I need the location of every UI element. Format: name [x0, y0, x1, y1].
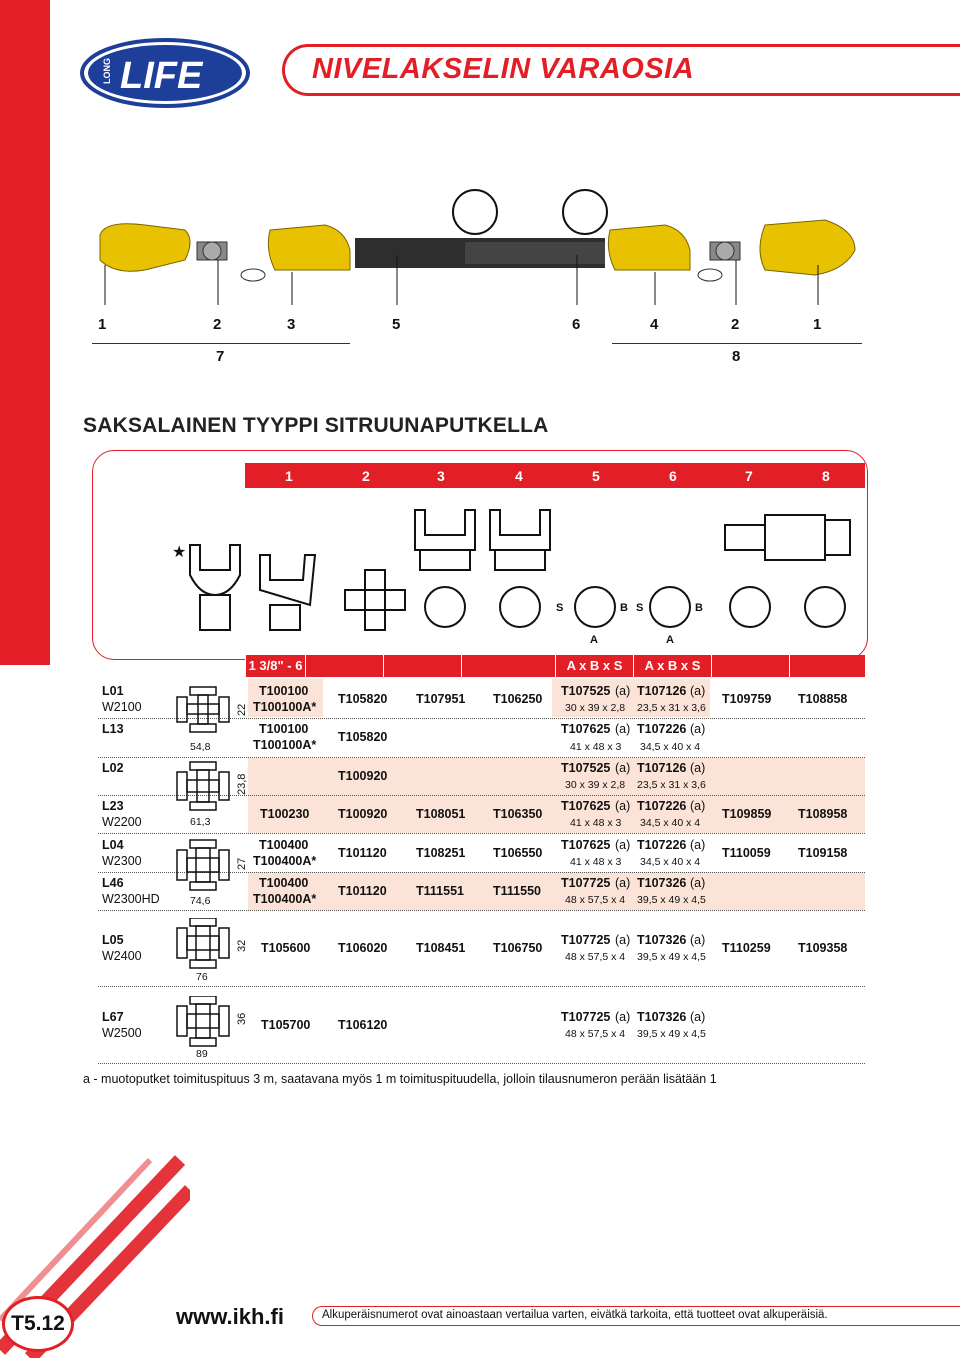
cell-c5-dims: 48 x 57,5 x 4 [565, 894, 626, 906]
star-symbol: ★ [172, 544, 187, 561]
cell-c6-dims: 39,5 x 49 x 4,5 [637, 894, 706, 906]
cross-width-74-6: 74,6 [190, 895, 211, 907]
cell-c6-dims: 23,5 x 31 x 3,6 [637, 779, 706, 791]
cross-width-76: 76 [196, 971, 208, 983]
callout-2: 2 [213, 316, 222, 333]
subhead-col5: A x B x S [555, 655, 633, 677]
parts-drawings [165, 495, 865, 660]
cross-height-32: 32 [236, 939, 248, 952]
cell-c6-dims: 23,5 x 31 x 3,6 [637, 702, 706, 714]
row-type: L13 [102, 722, 124, 736]
cell-c5-dims: 48 x 57,5 x 4 [565, 1028, 626, 1040]
dimension-7: 7 [216, 348, 225, 365]
cell-c3: T108451 [416, 941, 466, 955]
cell-c1a: T105600 [261, 941, 311, 955]
label-s-1: S [556, 602, 564, 614]
cell-c5: T107525 [561, 761, 611, 775]
page-number: T5.12 [2, 1296, 74, 1352]
row-type: L01 [102, 684, 124, 698]
dimension-line-8 [612, 343, 862, 344]
cell-c1a: T100400 [259, 838, 309, 852]
subhead-col6: A x B x S [633, 655, 711, 677]
row-type: L67 [102, 1010, 124, 1024]
cell-c1a: T100100 [259, 722, 309, 736]
dimension-8: 8 [732, 348, 741, 365]
cell-c4: T106750 [493, 941, 543, 955]
cell-c7: T109759 [722, 692, 772, 706]
col-4: 4 [515, 467, 523, 484]
cell-c6: T107226 [637, 799, 687, 813]
cross-diagram-27 [172, 838, 234, 898]
driveshaft-illustration [85, 180, 875, 370]
callout-4: 4 [650, 316, 659, 333]
cell-c3: T108251 [416, 846, 466, 860]
cell-c6: T107226 [637, 838, 687, 852]
cell-c5: T107625 [561, 722, 611, 736]
dimension-line-7 [92, 343, 350, 344]
cell-c3: T108051 [416, 807, 466, 821]
col-3: 3 [437, 467, 445, 484]
cross-height-23-8: 23,8 [236, 773, 248, 795]
cell-c6-dims: 34,5 x 40 x 4 [640, 741, 701, 753]
cross-diagram-32 [172, 918, 234, 972]
cell-c7: T110259 [722, 941, 771, 955]
callout-3: 3 [287, 316, 296, 333]
col-1: 1 [285, 467, 293, 484]
cell-c6-dims: 39,5 x 49 x 4,5 [637, 951, 706, 963]
cell-c2: T106020 [338, 941, 388, 955]
row-type: L04 [102, 838, 124, 852]
row-model: W2400 [102, 949, 142, 963]
row-type: L02 [102, 761, 124, 775]
cell-c5: T107625 [561, 799, 611, 813]
cell-c5-dims: 41 x 48 x 3 [570, 817, 622, 829]
callout-1: 1 [98, 316, 107, 333]
svg-text:LONG: LONG [102, 58, 112, 84]
cross-width-54-8: 54,8 [190, 741, 211, 753]
cell-c1b: T100400A* [253, 892, 317, 906]
cell-c2: T105820 [338, 730, 388, 744]
cell-c5-dims: 41 x 48 x 3 [570, 741, 622, 753]
cell-c5-dims: 30 x 39 x 2,8 [565, 779, 626, 791]
cell-c8: T108958 [798, 807, 848, 821]
cross-diagram-23-8 [172, 760, 234, 820]
page-title: NIVELAKSELIN VARAOSIA [312, 53, 695, 85]
red-side-bar [0, 0, 50, 665]
subhead-col1: 1 3/8" - 6 [245, 655, 305, 677]
svg-text:LIFE: LIFE [120, 55, 203, 97]
cell-c6: T107326 [637, 933, 687, 947]
cell-c7: T110059 [722, 846, 771, 860]
cell-c2: T100920 [338, 807, 388, 821]
disclaimer-text: Alkuperäisnumerot ovat ainoastaan vertailua varten, eivätkä tarkoita, että tuotteet ovat alkuperäisiä. [322, 1309, 828, 1321]
col-2: 2 [362, 467, 370, 484]
cell-c2: T105820 [338, 692, 388, 706]
cell-c2: T101120 [338, 846, 387, 860]
cell-c6: T107226 [637, 722, 687, 736]
cell-c5: T107725 [561, 1010, 611, 1024]
row-type: L23 [102, 799, 124, 813]
callout-6: 6 [572, 316, 581, 333]
cell-c4: T106350 [493, 807, 543, 821]
cell-c6-dims: 34,5 x 40 x 4 [640, 856, 701, 868]
cell-c5: T107525 [561, 684, 611, 698]
cell-c5-dims: 30 x 39 x 2,8 [565, 702, 626, 714]
label-b-1: B [620, 602, 628, 614]
cell-c2: T106120 [338, 1018, 388, 1032]
col-6: 6 [669, 467, 677, 484]
cell-c6: T107126 [637, 761, 687, 775]
cell-c4: T106550 [493, 846, 543, 860]
cell-c5-dims: 48 x 57,5 x 4 [565, 951, 626, 963]
cross-height-27: 27 [236, 857, 248, 870]
row-type: L05 [102, 933, 124, 947]
cell-c8: T109158 [798, 846, 848, 860]
callout-1b: 1 [813, 316, 822, 333]
subheader-bar [245, 655, 865, 677]
col-5: 5 [592, 467, 600, 484]
longlife-logo [80, 38, 250, 108]
cell-c1a: T100400 [259, 876, 309, 890]
callout-5: 5 [392, 316, 401, 333]
section-title: SAKSALAINEN TYYPPI SITRUUNAPUTKELLA [83, 414, 549, 437]
row-model: W2300HD [102, 892, 160, 906]
label-s-2: S [636, 602, 644, 614]
label-b-2: B [695, 602, 703, 614]
callout-2b: 2 [731, 316, 740, 333]
cross-height-22: 22 [236, 703, 248, 716]
row-model: W2100 [102, 700, 142, 714]
row-model: W2300 [102, 854, 142, 868]
cell-c4: T106250 [493, 692, 543, 706]
col-8: 8 [822, 467, 830, 484]
cell-c1a: T105700 [261, 1018, 311, 1032]
cell-c8: T109358 [798, 941, 848, 955]
cross-diagram-36 [172, 996, 234, 1050]
cell-c6-dims: 39,5 x 49 x 4,5 [637, 1028, 706, 1040]
cell-c8: T108858 [798, 692, 848, 706]
cell-c7: T109859 [722, 807, 772, 821]
footnote: a - muotoputket toimituspituus 3 m, saatavana myös 1 m toimituspituudella, jolloin tilausnumeron perään lisätään 1 [83, 1072, 717, 1086]
cell-c5-dims: 41 x 48 x 3 [570, 856, 622, 868]
cell-c3: T107951 [416, 692, 466, 706]
cell-c6: T107126 [637, 684, 687, 698]
website-link[interactable]: www.ikh.fi [176, 1304, 284, 1329]
cell-c1b: T100100A* [253, 738, 317, 752]
label-a-1: A [590, 634, 598, 646]
row-type: L46 [102, 876, 124, 890]
cell-c5: T107725 [561, 933, 611, 947]
cross-width-61-3: 61,3 [190, 816, 211, 828]
cell-c2: T101120 [338, 884, 387, 898]
cell-c1b: T100400A* [253, 854, 317, 868]
cross-width-89: 89 [196, 1048, 208, 1060]
cell-c5: T107725 [561, 876, 611, 890]
cell-c1b: T100100A* [253, 700, 317, 714]
cell-c6: T107326 [637, 876, 687, 890]
cell-c4: T111550 [493, 884, 541, 898]
row-model: W2500 [102, 1026, 142, 1040]
row-model: W2200 [102, 815, 142, 829]
cell-c6-dims: 34,5 x 40 x 4 [640, 817, 701, 829]
cell-c6: T107326 [637, 1010, 687, 1024]
cell-c5: T107625 [561, 838, 611, 852]
column-header-bar [245, 463, 865, 488]
col-7: 7 [745, 467, 753, 484]
cell-c3: T111551 [416, 884, 464, 898]
cell-c2: T100920 [338, 769, 388, 783]
cell-c1a: T100230 [260, 807, 310, 821]
cell-c1a: T100100 [259, 684, 309, 698]
cross-height-36: 36 [236, 1012, 248, 1025]
label-a-2: A [666, 634, 674, 646]
